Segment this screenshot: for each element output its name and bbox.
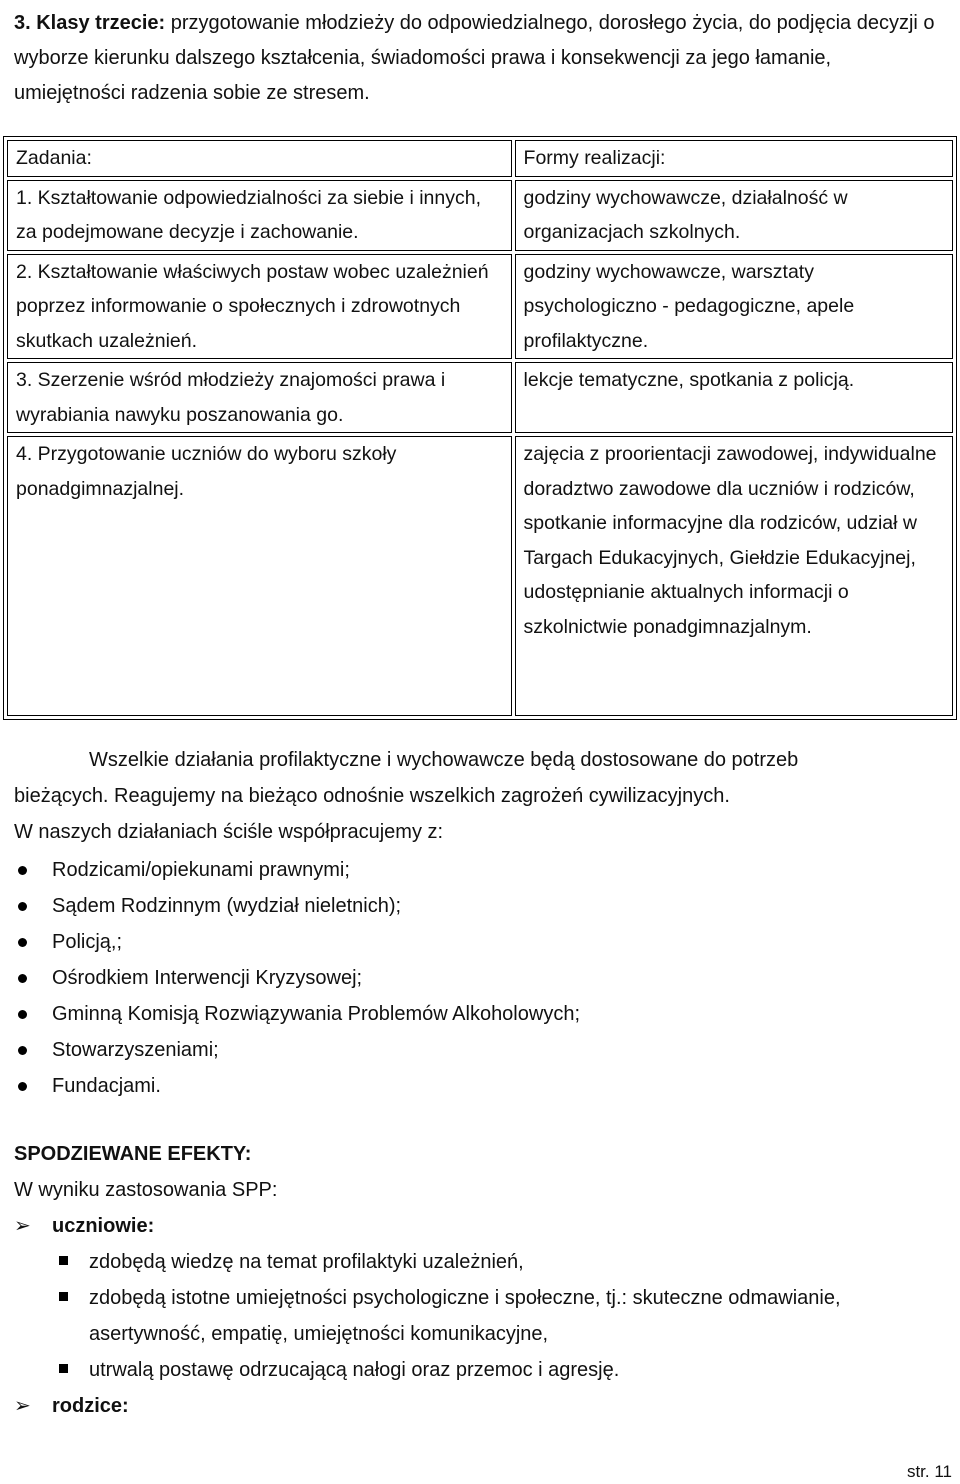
- list-item: Ośrodkiem Interwencji Kryzysowej;: [14, 960, 580, 996]
- summary-line-1: Wszelkie działania profilaktyczne i wychowawcze będą dostosowane do potrzeb: [89, 749, 799, 771]
- list-item: zdobędą wiedzę na temat profilaktyki uzależnień,: [14, 1244, 949, 1280]
- arrow-bullet-icon: ➢: [14, 1215, 31, 1237]
- list-item: utrwalą postawę odrzucającą nałogi oraz przemoc i agresję.: [14, 1352, 949, 1388]
- students-group: [14, 1208, 949, 1244]
- students-effects-list: [14, 1244, 949, 1388]
- arrow-bullet-icon: ➢: [14, 1395, 31, 1417]
- table-header-row: [7, 140, 953, 177]
- task-cell: 4. Przygotowanie uczniów do wyboru szkoły ponadgimnazjalnej.: [7, 436, 512, 716]
- effects-heading: SPODZIEWANE EFEKTY:: [14, 1143, 252, 1165]
- effects-intro: W wyniku zastosowania SPP:: [14, 1179, 278, 1201]
- table-row: [7, 436, 953, 716]
- form-cell: godziny wychowawcze, warsztaty psychologiczno - pedagogiczne, apele profilaktyczne.: [515, 254, 953, 360]
- tasks-table: [3, 136, 957, 720]
- effects-section: [14, 1136, 949, 1424]
- table-row: [7, 254, 953, 360]
- list-item: Fundacjami.: [14, 1068, 580, 1104]
- form-cell: zajęcia z proorientacji zawodowej, indywidualne doradztwo zawodowe dla uczniów i rodziców, spotkanie informacyjne dla rodziców, udział w Targach Edukacyjnych, Giełdzie Edukacyjnej, udostępnianie aktualnych informacji o szkolnictwie ponadgimnazjalnym.: [515, 436, 953, 716]
- task-cell: 1. Kształtowanie odpowiedzialności za siebie i innych, za podejmowane decyzje i zachowanie.: [7, 180, 512, 251]
- form-cell: godziny wychowawcze, działalność w organizacjach szkolnych.: [515, 180, 953, 251]
- parents-label: rodzice:: [52, 1395, 129, 1417]
- summary-line-3: W naszych działaniach ściśle współpracujemy z:: [14, 821, 444, 843]
- summary-line-2: bieżących. Reagujemy na bieżąco odnośnie wszelkich zagrożeń cywilizacyjnych.: [14, 785, 730, 807]
- table-row: [7, 362, 953, 433]
- list-item: Rodzicami/opiekunami prawnymi;: [14, 852, 580, 888]
- form-cell: lekcje tematyczne, spotkania z policją.: [515, 362, 953, 433]
- header-forms: Formy realizacji:: [515, 140, 953, 177]
- table-row: [7, 180, 953, 251]
- list-item: Policją,;: [14, 924, 580, 960]
- intro-paragraph: [14, 6, 944, 111]
- list-item: Sądem Rodzinnym (wydział nieletnich);: [14, 888, 580, 924]
- page-number: str. 11: [906, 1462, 952, 1481]
- partners-list: [14, 852, 580, 1104]
- task-cell: 3. Szerzenie wśród młodzieży znajomości prawa i wyrabiania nawyku poszanowania go.: [7, 362, 512, 433]
- parents-group: [14, 1388, 949, 1424]
- students-label: uczniowie:: [52, 1215, 155, 1237]
- list-item: Stowarzyszeniami;: [14, 1032, 580, 1068]
- intro-heading: 3. Klasy trzecie:: [14, 12, 166, 34]
- intro-text: przygotowanie młodzieży do odpowiedzialnego, dorosłego życia, do podjęcia decyzji o wyborze kierunku dalszego kształcenia, świadomości prawa i konsekwencji za jego łamanie, umiejętności radzenia sobie ze stresem.: [14, 12, 935, 104]
- list-item: zdobędą istotne umiejętności psychologiczne i społeczne, tj.: skuteczne odmawianie, asertywność, empatię, umiejętności komunikacyjne,: [14, 1280, 949, 1352]
- summary-paragraph: [14, 742, 949, 850]
- header-tasks: Zadania:: [7, 140, 512, 177]
- task-cell: 2. Kształtowanie właściwych postaw wobec uzależnień poprzez informowanie o społecznych i zdrowotnych skutkach uzależnień.: [7, 254, 512, 360]
- list-item: Gminną Komisją Rozwiązywania Problemów Alkoholowych;: [14, 996, 580, 1032]
